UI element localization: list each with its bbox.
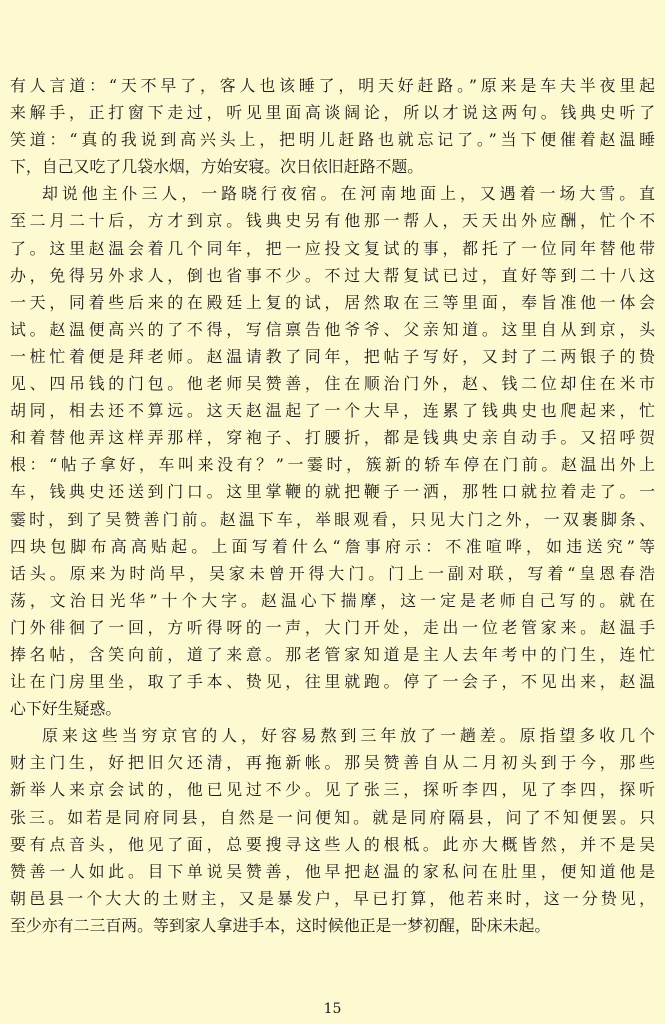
text-line: 财主门生，好把旧欠还清，再拖新帐。那吴赞善自从二月初头到于今，那些 <box>10 753 655 773</box>
body-text <box>10 72 655 939</box>
text-line: 见、四吊钱的门包。他老师吴赞善，住在顺治门外，赵、钱二位却住在米市 <box>10 374 655 394</box>
text-line: 要有点音头，他见了面，总要搜寻这些人的根柢。此亦大概皆然，并不是吴 <box>10 834 655 854</box>
text-line: 至二月二十后，方才到京。钱典史另有他那一帮人，天天出外应酬，忙个不 <box>10 211 655 231</box>
paragraph <box>10 722 655 939</box>
text-line: 下，自己又吃了几袋水烟，方始安寝。次日依旧赶路不题。 <box>10 157 424 177</box>
text-line: 门外徘徊了一回，方听得呀的一声，大门开处，走出一位老管家来。赵温手 <box>10 617 655 637</box>
text-line: 试。赵温便高兴的了不得，写信禀告他爷爷、父亲知道。这里自从到京，头 <box>10 319 655 339</box>
text-line: 却说他主仆三人，一路晓行夜宿。在河南地面上，又遇着一场大雪。直 <box>42 184 655 204</box>
text-line: 新举人来京会试的，他已见过不少。见了张三，探听李四，见了李四，探听 <box>10 780 655 800</box>
text-line: 原来这些当穷京官的人，好容易熬到三年放了一趟差。原指望多收几个 <box>42 726 655 746</box>
paragraph <box>10 180 655 722</box>
text-line: 朝邑县一个大大的土财主，又是暴发户，早已打算，他若来时，这一分贽见， <box>10 888 655 908</box>
text-line: 和着替他弄这样弄那样，穿袍子、打腰折，都是钱典史亲自动手。又招呼贺 <box>10 428 655 448</box>
text-line: 根：“帖子拿好，车叫来没有？”一霎时，簇新的轿车停在门前。赵温出外上 <box>10 455 655 475</box>
text-line: 让在门房里坐，取了手本、贽见，往里就跑。停了一会子，不见出来，赵温 <box>10 672 655 692</box>
text-line: 一天，同着些后来的在殿廷上复的试，居然取在三等里面，奉旨准他一体会 <box>10 292 655 312</box>
text-line: 至少亦有二三百两。等到家人拿进手本，这时候他正是一梦初醒，卧床未起。 <box>10 915 551 935</box>
page-number: 15 <box>323 1001 342 1017</box>
text-line: 四块包脚布高高贴起。上面写着什么“詹事府示：不准喧哗，如违送究”等 <box>10 536 655 556</box>
text-line: 来解手，正打窗下走过，听见里面高谈阔论，所以才说这两句。钱典史听了 <box>10 103 655 123</box>
text-line: 心下好生疑惑。 <box>10 699 122 719</box>
text-line: 办，免得另外求人，倒也省事不少。不过大帮复试已过，直好等到二十八这 <box>10 265 655 285</box>
text-line: 笑道：“真的我说到高兴头上，把明儿赶路也就忘记了。”当下便催着赵温睡 <box>10 130 655 150</box>
text-line: 话头。原来为时尚早，吴家未曾开得大门。门上一副对联，写着“皇恩春浩 <box>10 563 655 583</box>
text-line: 一桩忙着便是拜老师。赵温请教了同年，把帖子写好，又封了二两银子的贽 <box>10 346 655 366</box>
text-line: 荡，文治日光华”十个大字。赵温心下揣摩，这一定是老师自己写的。就在 <box>10 590 655 610</box>
text-line: 有人言道：“天不早了，客人也该睡了，明天好赶路。”原来是车夫半夜里起 <box>10 76 655 95</box>
text-line: 赞善一人如此。目下单说吴赞善，他早把赵温的家私问在肚里，便知道他是 <box>10 861 655 881</box>
text-line: 霎时，到了吴赞善门前。赵温下车，举眼观看，只见大门之外，一双裹脚条、 <box>10 509 655 529</box>
text-line: 捧名帖，含笑向前，道了来意。那老管家知道是主人去年考中的门生，连忙 <box>10 644 655 664</box>
text-line: 张三。如若是同府同县，自然是一问便知。就是同府隔县，问了不知便罢。只 <box>10 807 655 827</box>
text-line: 胡同，相去还不算远。这天赵温起了一个大早，连累了钱典史也爬起来，忙 <box>10 401 655 421</box>
paragraph <box>10 72 655 180</box>
text-line: 了。这里赵温会着几个同年，把一应投文复试的事，都托了一位同年替他带 <box>10 238 655 258</box>
text-line: 车，钱典史还送到门口。这里掌鞭的就把鞭子一洒，那牲口就拉着走了。一 <box>10 482 655 502</box>
